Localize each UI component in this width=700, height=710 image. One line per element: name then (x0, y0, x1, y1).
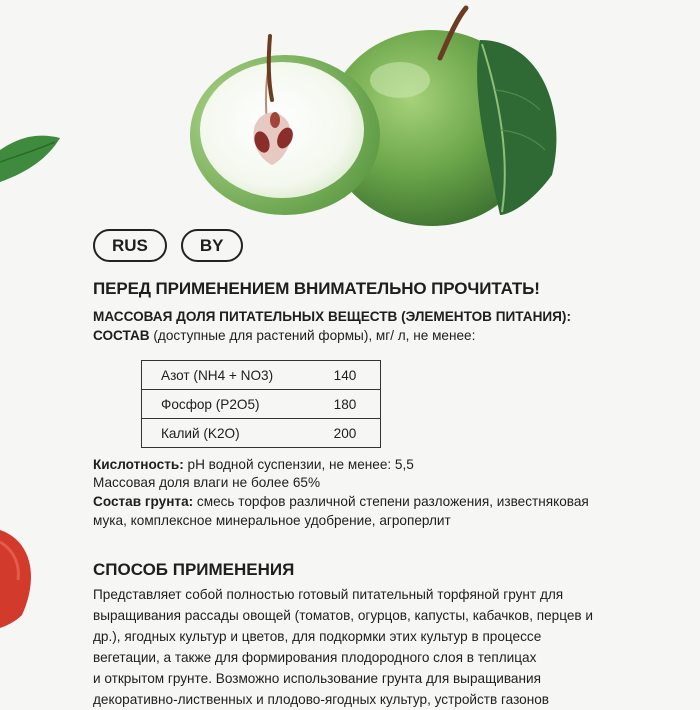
composition-label: СОСТАВ (93, 328, 150, 343)
acidity-line (93, 457, 414, 472)
acidity-text: pH водной суспензии, не менее: 5,5 (183, 457, 414, 472)
soil-line-1 (93, 494, 589, 509)
soil-label: Состав грунта: (93, 494, 194, 509)
usage-line: Представляет собой полностью готовый питательный торфяной грунт для (93, 587, 564, 602)
badge-by: BY (181, 229, 243, 262)
leaf-left-icon (0, 136, 60, 182)
acidity-label: Кислотность: (93, 457, 184, 472)
usage-line: выращивания рассады овощей (томатов, огурцов, капусты, кабачков, перцев и (93, 608, 594, 623)
usage-heading: СПОСОБ ПРИМЕНЕНИЯ (93, 560, 295, 579)
nutrients-heading: МАССОВАЯ ДОЛЯ ПИТАТЕЛЬНЫХ ВЕЩЕСТВ (ЭЛЕМЕНТОВ ПИТАНИЯ): (93, 309, 571, 324)
apple-illustration (0, 0, 700, 240)
nutrient-name: Азот (NH4 + NO3) (142, 361, 311, 390)
nutrient-name: Калий (K2O) (142, 419, 311, 448)
usage-line: декоративно-лиственных и плодово-ягодных культур, устройств газонов (93, 692, 550, 707)
composition-line (93, 328, 475, 343)
badge-rus: RUS (93, 229, 167, 262)
language-badges (93, 229, 243, 262)
nutrient-name: Фосфор (P2O5) (142, 390, 311, 419)
usage-paragraph (93, 584, 643, 710)
tomato-fragment-icon (0, 520, 40, 630)
table-row (142, 390, 381, 419)
composition-text: (доступные для растений формы), мг/ л, не менее: (149, 328, 476, 343)
soil-line-2: мука, комплексное минеральное удобрение, агроперлит (93, 513, 451, 528)
half-apple-icon (190, 36, 380, 215)
nutrients-table (141, 360, 381, 448)
nutrient-value: 200 (310, 419, 381, 448)
usage-line: др.), ягодных культур и цветов, для подкормки этих культур в процессе (93, 629, 542, 644)
usage-line: и открытом грунте. Возможно использование грунта для выращивания (93, 671, 541, 686)
moisture-line: Массовая доля влаги не более 65% (93, 475, 321, 490)
table-row (142, 361, 381, 390)
nutrient-value: 180 (310, 390, 381, 419)
table-row (142, 419, 381, 448)
soil-text-1: смесь торфов различной степени разложения, известняковая (193, 494, 589, 509)
warning-heading: ПЕРЕД ПРИМЕНЕНИЕМ ВНИМАТЕЛЬНО ПРОЧИТАТЬ! (93, 279, 540, 298)
nutrient-value: 140 (310, 361, 381, 390)
usage-line: вегетации, а также для формирования плодородного слоя в теплицах (93, 650, 537, 665)
